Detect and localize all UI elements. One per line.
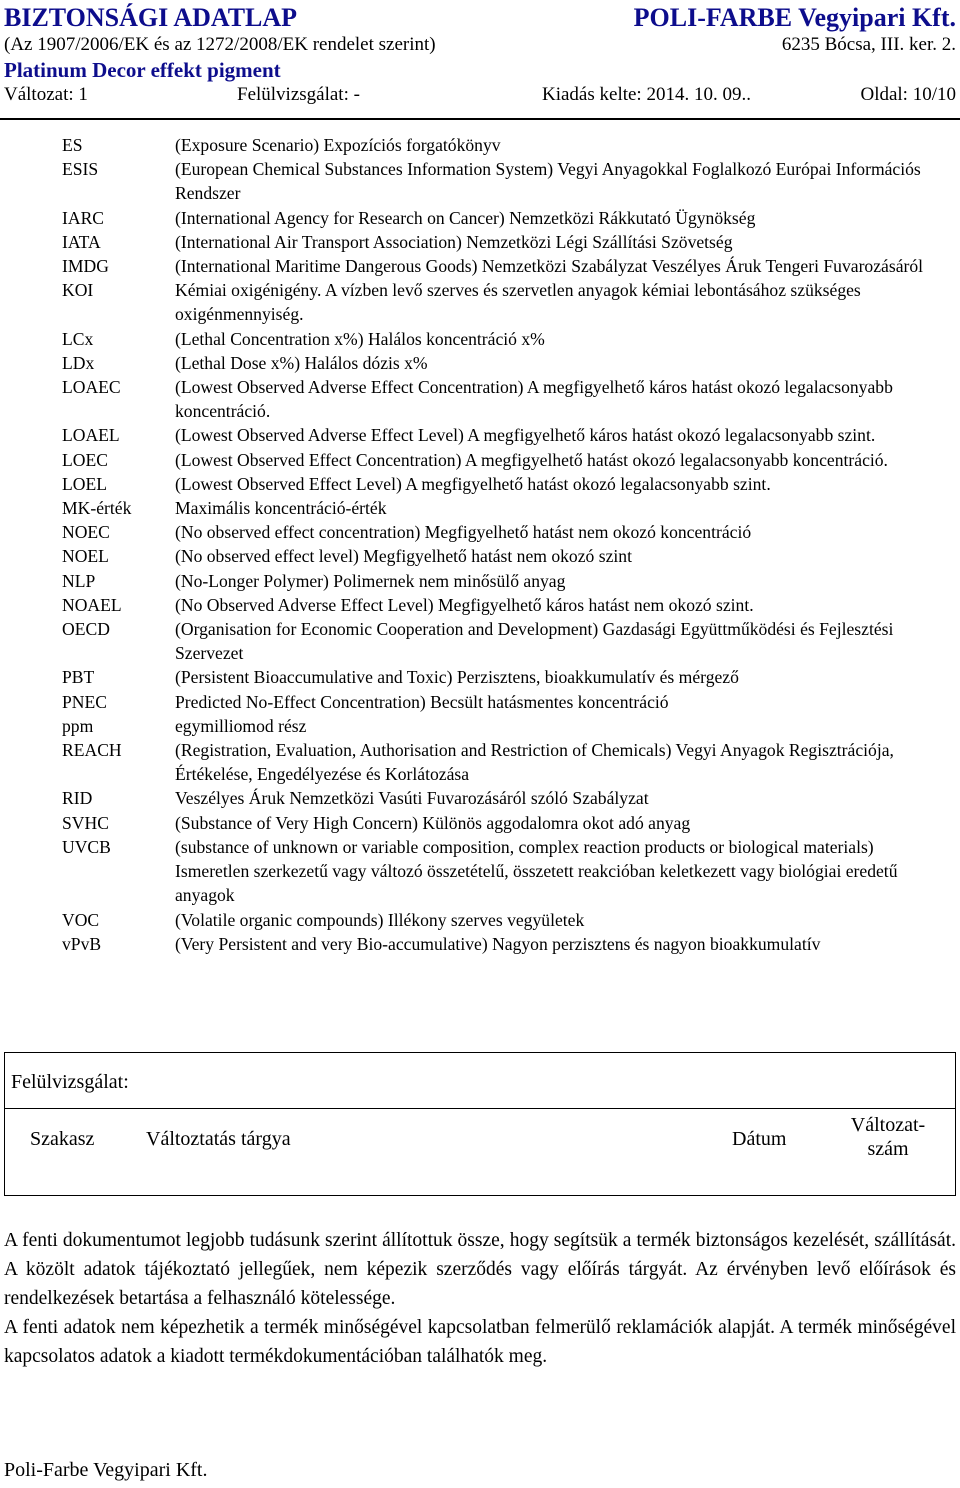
- glossary-row: [0, 496, 960, 520]
- glossary-abbr: ES: [62, 135, 83, 155]
- glossary-row: [0, 206, 960, 230]
- glossary-definition: (Lethal Concentration x%) Halálos koncentráció x%: [175, 328, 545, 349]
- glossary-definition: (Persistent Bioaccumulative and Toxic) Perzisztens, bioakkumulatív és mérgező: [175, 667, 739, 688]
- glossary-definition: Kémiai oxigénigény. A vízben levő szerves és szervetlen anyagok kémiai lebontásához szükséges oxigénmennyiség.: [175, 280, 861, 325]
- glossary-abbr: LOAEC: [62, 377, 121, 398]
- column-header-change-subject: Változtatás tárgya: [146, 1128, 291, 1150]
- glossary-abbr: ppm: [62, 715, 94, 736]
- glossary-definition: (Substance of Very High Concern) Különös aggodalomra okot adó anyag: [175, 812, 691, 833]
- glossary-abbr: UVCB: [62, 836, 111, 857]
- glossary-abbr: IARC: [62, 207, 105, 228]
- header-regulation-row: [4, 33, 956, 57]
- glossary-definition: (Lowest Observed Adverse Effect Level) A megfigyelhető káros hatást okozó legalacsonyabb szint.: [175, 425, 876, 446]
- document-title: BIZTONSÁGI ADATLAP: [4, 3, 298, 32]
- glossary-definition: (Lowest Observed Adverse Effect Concentration) A megfigyelhető káros hatást okozó legalacsonyabb koncentráció.: [175, 377, 893, 422]
- glossary-abbr: NOEL: [62, 546, 109, 567]
- glossary-row: [0, 690, 960, 714]
- disclaimer: [4, 1226, 956, 1371]
- glossary-abbr: VOC: [62, 909, 100, 930]
- product-name: Platinum Decor effekt pigment: [4, 58, 281, 82]
- glossary-abbr: NOAEL: [62, 594, 122, 615]
- glossary-abbr: RID: [62, 788, 93, 809]
- glossary-definition: (Registration, Evaluation, Authorisation and Restriction of Chemicals) Vegyi Anyagok Regisztrációja, Értékelése, Engedélyezése és Korlátozása: [175, 740, 894, 785]
- glossary-abbr: LCx: [62, 328, 94, 349]
- glossary-row: [0, 133, 960, 157]
- glossary-row: [0, 544, 960, 568]
- glossary-row: [0, 230, 960, 254]
- glossary-abbr: KOI: [62, 280, 94, 301]
- glossary-abbr: vPvB: [62, 933, 102, 954]
- glossary-definition: Predicted No-Effect Concentration) Becsült hatásmentes koncentráció: [175, 691, 669, 712]
- review-title: Felülvizsgálat:: [11, 1071, 129, 1093]
- glossary-definition: (No-Longer Polymer) Polimernek nem minősülő anyag: [175, 570, 566, 591]
- glossary-row: [0, 714, 960, 738]
- glossary-row: [0, 738, 960, 786]
- company-address: 6235 Bócsa, III. ker. 2.: [781, 34, 956, 55]
- glossary-definition: Maximális koncentráció-érték: [175, 498, 387, 519]
- glossary-definition: (Organisation for Economic Cooperation and Development) Gazdasági Együttműködési és Fejlesztési Szervezet: [175, 619, 894, 664]
- glossary-definition: (European Chemical Substances Information System) Vegyi Anyagokkal Foglalkozó Európai Információs Rendszer: [175, 159, 921, 204]
- glossary-row: [0, 157, 960, 205]
- disclaimer-paragraph: A fenti dokumentumot legjobb tudásunk szerint állítottuk össze, hogy segítsük a termék biztonságos kezelését, szállítását. A közölt adatok tájékoztató jellegűek, nem képezik szerződés vagy előírás tárgyát. Az érvényben levő előírások és rendelkezések betartása a felhasználó kötelessége.: [4, 1230, 956, 1309]
- glossary-abbr: IMDG: [62, 256, 109, 277]
- version-label: Változat: 1: [4, 84, 88, 105]
- glossary-definition: (No observed effect concentration) Megfigyelhető hatást nem okozó koncentráció: [175, 522, 752, 543]
- glossary-row: [0, 617, 960, 665]
- header-divider: [0, 118, 960, 120]
- column-header-version-number: Változat-szám: [850, 1114, 926, 1160]
- glossary-abbr: LOAEL: [62, 425, 120, 446]
- review-table: [4, 1052, 956, 1196]
- glossary-definition: egymilliomod rész: [175, 715, 307, 736]
- glossary-abbr: ESIS: [62, 159, 99, 180]
- glossary-definition: (Lethal Dose x%) Halálos dózis x%: [175, 352, 428, 373]
- footer-company: Poli-Farbe Vegyipari Kft.: [4, 1459, 208, 1481]
- glossary-row: [0, 351, 960, 375]
- glossary-row: [0, 593, 960, 617]
- glossary-row: [0, 569, 960, 593]
- glossary-definition: (substance of unknown or variable composition, complex reaction products or biological materials) Ismeretlen szerkezetű vagy változó összetételű, összetett reakcióban keletkezett vagy biológiai eredetű anyagok: [175, 836, 898, 906]
- glossary-abbr: MK-érték: [62, 498, 132, 519]
- glossary-row: [0, 472, 960, 496]
- review-table-divider: [5, 1108, 955, 1109]
- glossary-definition: (No observed effect level) Megfigyelhető hatást nem okozó szint: [175, 546, 632, 567]
- glossary-abbr: SVHC: [62, 812, 109, 833]
- header-meta-row: [4, 83, 956, 106]
- glossary-definition: (Lowest Observed Effect Concentration) A megfigyelhető hatást okozó legalacsonyabb koncentráció.: [175, 449, 888, 470]
- glossary-abbr: LOEC: [62, 449, 108, 470]
- glossary-row: [0, 278, 960, 326]
- glossary-row: [0, 665, 960, 689]
- glossary-abbr: NLP: [62, 570, 96, 591]
- column-header-section: Szakasz: [30, 1128, 95, 1150]
- glossary-definition: (Exposure Scenario) Expozíciós forgatókönyv: [175, 135, 501, 155]
- regulation-reference: (Az 1907/2006/EK és az 1272/2008/EK rendelet szerint): [4, 34, 436, 55]
- glossary-abbr: PBT: [62, 667, 95, 688]
- abbreviation-list: [0, 133, 960, 956]
- glossary-definition: (No Observed Adverse Effect Level) Megfigyelhető káros hatást nem okozó szint.: [175, 594, 754, 615]
- glossary-definition: (International Air Transport Association) Nemzetközi Légi Szállítási Szövetség: [175, 231, 733, 252]
- glossary-abbr: NOEC: [62, 522, 110, 543]
- issue-date: Kiadás kelte: 2014. 10. 09..: [542, 84, 751, 105]
- page-number: Oldal: 10/10: [860, 84, 956, 105]
- glossary-definition: (Lowest Observed Effect Level) A megfigyelhető hatást okozó legalacsonyabb szint.: [175, 473, 771, 494]
- glossary-definition: Veszélyes Áruk Nemzetközi Vasúti Fuvarozásáról szóló Szabályzat: [175, 788, 649, 809]
- disclaimer-paragraph: A fenti adatok nem képezhetik a termék minőségével kapcsolatban felmerülő reklamációk alapját. A termék minőségével kapcsolatos adatok a kiadott termékdokumentációban találhatók meg.: [4, 1317, 956, 1367]
- glossary-row: [0, 811, 960, 835]
- glossary-definition: (International Agency for Research on Cancer) Nemzetközi Rákkutató Ügynökség: [175, 207, 756, 228]
- column-header-date: Dátum: [732, 1128, 787, 1150]
- glossary-row: [0, 375, 960, 423]
- glossary-row: [0, 254, 960, 278]
- glossary-row: [0, 448, 960, 472]
- glossary-row: [0, 786, 960, 810]
- document-header: [4, 2, 956, 106]
- glossary-abbr: LOEL: [62, 473, 107, 494]
- glossary-abbr: PNEC: [62, 691, 107, 712]
- glossary-abbr: LDx: [62, 352, 95, 373]
- header-product-row: [4, 57, 956, 83]
- glossary-row: [0, 423, 960, 447]
- glossary-row: [0, 520, 960, 544]
- glossary-row: [0, 908, 960, 932]
- glossary-row: [0, 932, 960, 956]
- glossary-abbr: IATA: [62, 231, 101, 252]
- glossary-abbr: REACH: [62, 740, 122, 761]
- glossary-row: [0, 327, 960, 351]
- glossary-row: [0, 835, 960, 908]
- glossary-definition: (International Maritime Dangerous Goods) Nemzetközi Szabályzat Veszélyes Áruk Tengeri Fuvarozásáról: [175, 256, 924, 277]
- glossary-definition: (Volatile organic compounds) Illékony szerves vegyületek: [175, 909, 585, 930]
- revision-label: Felülvizsgálat: -: [237, 84, 360, 105]
- company-name: POLI-FARBE Vegyipari Kft.: [633, 3, 956, 32]
- glossary-definition: (Very Persistent and very Bio-accumulative) Nagyon perzisztens és nagyon bioakkumulatív: [175, 933, 821, 954]
- header-title-row: [4, 2, 956, 33]
- glossary-abbr: OECD: [62, 619, 110, 640]
